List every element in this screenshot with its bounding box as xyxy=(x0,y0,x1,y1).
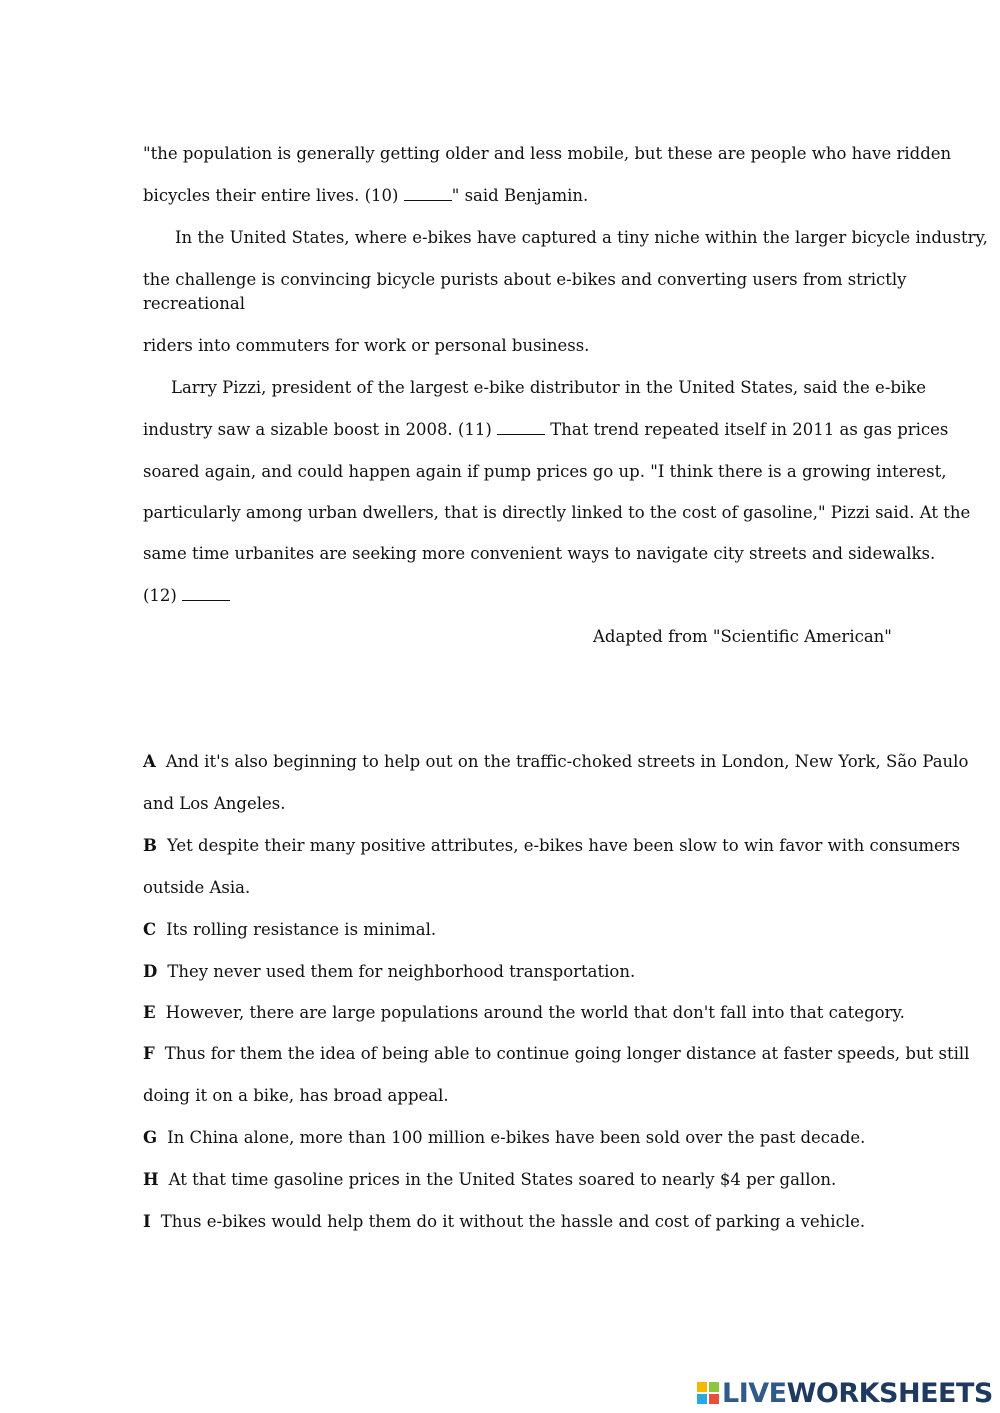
option-i xyxy=(143,1211,865,1233)
answer-blank-11[interactable] xyxy=(497,420,545,435)
passage-line-1: "the population is generally getting older and less mobile, but these are people who have ridden xyxy=(143,144,952,163)
option-text: They never used them for neighborhood transportation. xyxy=(167,962,636,981)
answer-blank-12[interactable] xyxy=(182,586,230,601)
option-letter: D xyxy=(143,962,158,981)
passage-line-12 xyxy=(143,585,230,607)
option-letter: F xyxy=(143,1044,155,1063)
option-letter: E xyxy=(143,1003,156,1022)
option-e xyxy=(143,1002,905,1024)
passage-line-11: same time urbanites are seeking more convenient ways to navigate city streets and sidewalks. xyxy=(143,544,936,563)
option-letter: A xyxy=(143,752,156,771)
passage-line-2 xyxy=(143,185,588,207)
liveworksheets-logo-text: LIVEWORKSHEETS xyxy=(722,1377,993,1409)
passage-line-8 xyxy=(143,419,948,441)
option-f-cont: doing it on a bike, has broad appeal. xyxy=(143,1086,449,1105)
passage-line-10: particularly among urban dwellers, that is directly linked to the cost of gasoline," Pizzi said. At the xyxy=(143,503,971,522)
passage-line-6: riders into commuters for work or personal business. xyxy=(143,336,590,355)
passage-text: bicycles their entire lives. (10) xyxy=(143,186,399,205)
option-b-cont: outside Asia. xyxy=(143,878,251,897)
option-f xyxy=(143,1043,969,1065)
passage-text: " said Benjamin. xyxy=(451,186,589,205)
option-text: And it's also beginning to help out on the traffic-choked streets in London, New York, São Paulo xyxy=(165,752,969,771)
option-letter: B xyxy=(143,836,157,855)
passage-text: (12) xyxy=(143,586,177,605)
option-g xyxy=(143,1127,865,1149)
passage-line-5: recreational xyxy=(143,294,245,313)
source-attribution: Adapted from "Scientific American" xyxy=(593,627,892,646)
option-letter: C xyxy=(143,920,157,939)
option-text: Thus for them the idea of being able to continue going longer distance at faster speeds, but still xyxy=(164,1044,970,1063)
liveworksheets-logo[interactable] xyxy=(697,1378,993,1408)
option-text: In China alone, more than 100 million e-bikes have been sold over the past decade. xyxy=(167,1128,866,1147)
liveworksheets-logo-icon xyxy=(697,1382,719,1404)
passage-line-9: soared again, and could happen again if pump prices go up. "I think there is a growing interest, xyxy=(143,462,947,481)
option-text: Thus e-bikes would help them do it without the hassle and cost of parking a vehicle. xyxy=(160,1212,866,1231)
option-a-cont: and Los Angeles. xyxy=(143,794,286,813)
passage-line-7: Larry Pizzi, president of the largest e-bike distributor in the United States, said the e-bike xyxy=(171,378,927,397)
option-a xyxy=(143,751,968,773)
passage-text: That trend repeated itself in 2011 as gas prices xyxy=(550,420,949,439)
option-letter: I xyxy=(143,1212,151,1231)
option-b xyxy=(143,835,960,857)
option-c xyxy=(143,919,436,941)
passage-text: industry saw a sizable boost in 2008. (11) xyxy=(143,420,492,439)
option-h xyxy=(143,1169,836,1191)
option-text: Its rolling resistance is minimal. xyxy=(166,920,437,939)
passage-line-4: the challenge is convincing bicycle purists about e-bikes and converting users from strictly xyxy=(143,270,907,289)
option-d xyxy=(143,961,635,983)
answer-blank-10[interactable] xyxy=(404,186,452,201)
option-text: At that time gasoline prices in the United States soared to nearly $4 per gallon. xyxy=(168,1170,837,1189)
option-text: However, there are large populations around the world that don't fall into that category. xyxy=(165,1003,905,1022)
option-letter: H xyxy=(143,1170,159,1189)
option-letter: G xyxy=(143,1128,158,1147)
passage-line-3: In the United States, where e-bikes have captured a tiny niche within the larger bicycle industry, xyxy=(175,228,988,247)
option-text: Yet despite their many positive attributes, e-bikes have been slow to win favor with consumers xyxy=(166,836,961,855)
